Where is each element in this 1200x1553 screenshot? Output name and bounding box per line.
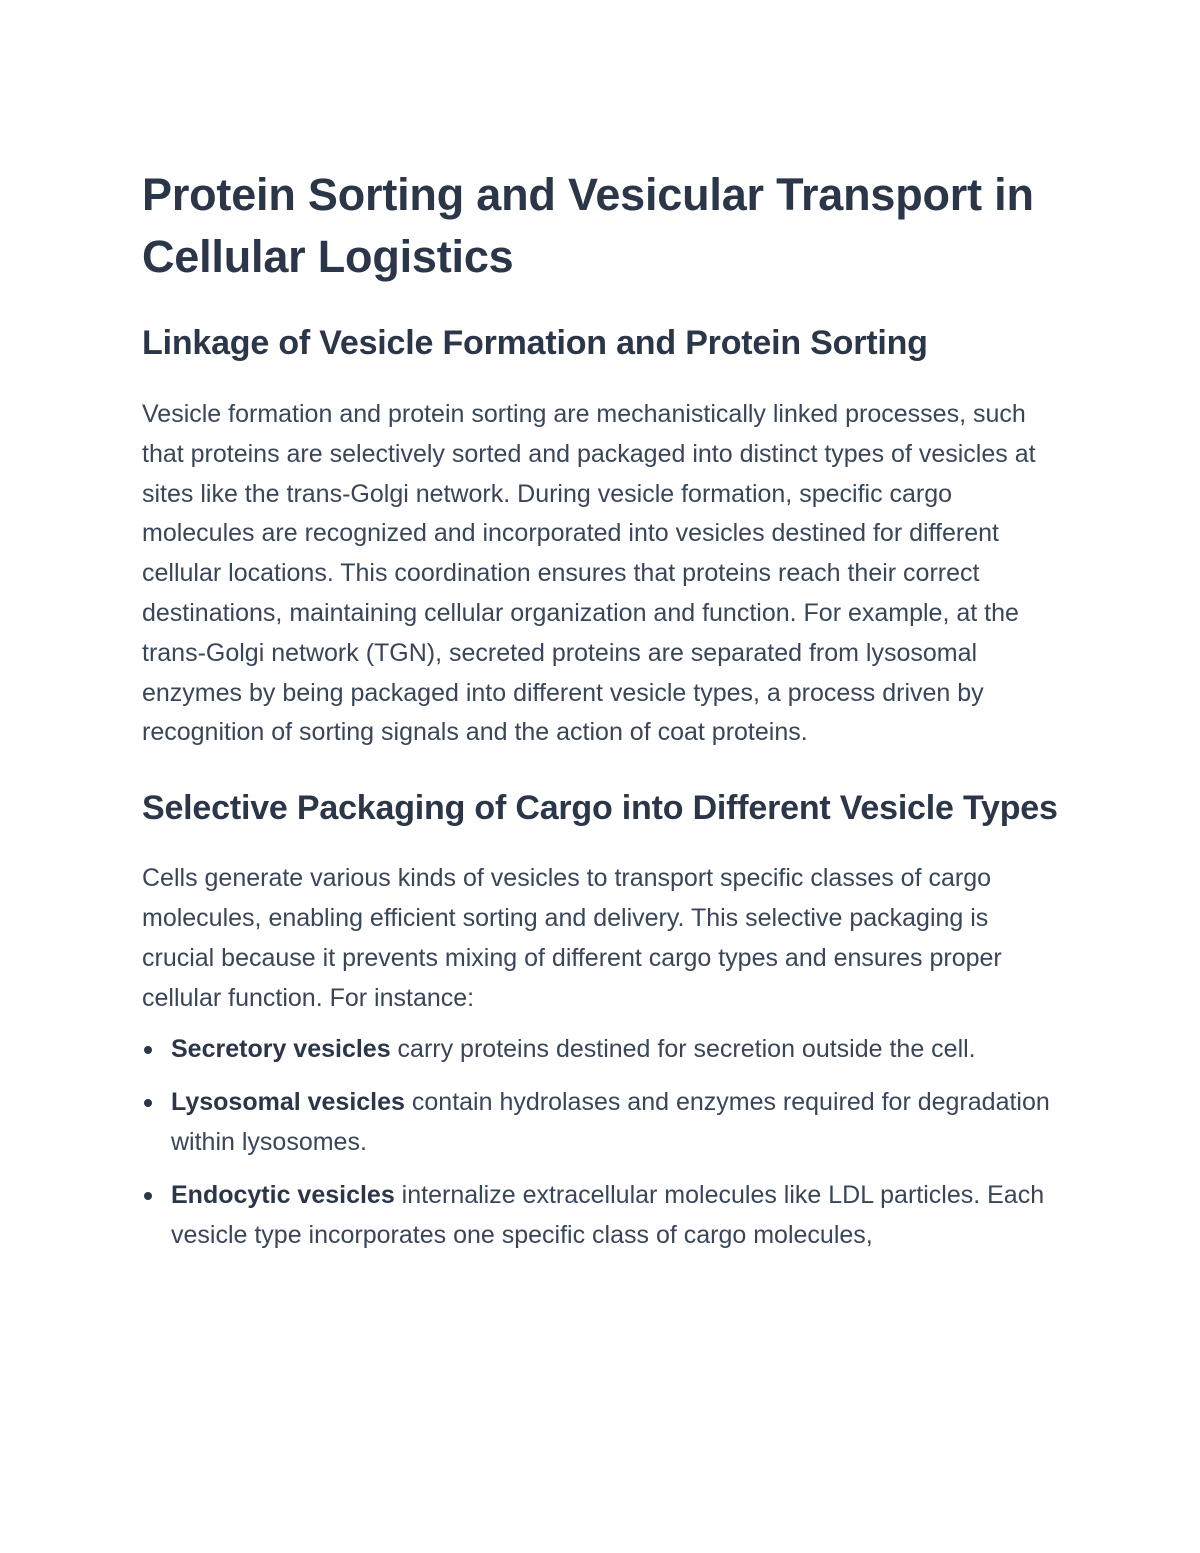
document-title: Protein Sorting and Vesicular Transport in Cellular Logistics xyxy=(142,169,1034,282)
list-item-term: Endocytic vesicles xyxy=(171,1180,395,1209)
section-heading-vesicle-formation: Linkage of Vesicle Formation and Protein Sorting xyxy=(142,324,928,362)
list-item xyxy=(142,1176,1062,1256)
list-item-text: internalize extracellular molecules like LDL particles. Each vesicle type incorporates one specific class of cargo molecules, xyxy=(171,1180,1045,1249)
section-paragraph-selective-packaging: Cells generate various kinds of vesicles to transport specific classes of cargo molecules, enabling efficient sorting and delivery. This selective packaging is crucial because it prevents mixing of different cargo types and ensures proper cellular function. For instance: xyxy=(142,864,1002,1012)
bullet-dot-icon xyxy=(144,1099,152,1107)
section-heading-selective-packaging: Selective Packaging of Cargo into Different Vesicle Types xyxy=(142,789,1058,828)
vesicle-type-list xyxy=(142,1030,1062,1255)
list-item xyxy=(142,1030,1062,1070)
list-item-text: contain hydrolases and enzymes required for degradation within lysosomes. xyxy=(171,1088,1050,1156)
list-item-text: carry proteins destined for secretion outside the cell. xyxy=(390,1035,976,1064)
list-item-term: Secretory vesicles xyxy=(171,1035,391,1064)
section-paragraph-vesicle-formation: Vesicle formation and protein sorting are mechanistically linked processes, such that proteins are selectively sorted and packaged into distinct types of vesicles at sites like the trans-Golgi network. During vesicle formation, specific cargo molecules are recognized and incorporated into vesicles destined for different cellular locations. This coordination ensures that proteins reach their correct destinations, maintaining cellular organization and function. For example, at the trans-Golgi network (TGN), secreted proteins are separated from lysosomal enzymes by being packaged into different vesicle types, a process driven by recognition of sorting signals and the action of coat proteins. xyxy=(142,400,1036,747)
document-page xyxy=(142,164,1062,1268)
list-item-term: Lysosomal vesicles xyxy=(171,1088,405,1117)
list-item xyxy=(142,1083,1062,1163)
bullet-dot-icon xyxy=(144,1046,152,1054)
bullet-dot-icon xyxy=(144,1192,152,1200)
